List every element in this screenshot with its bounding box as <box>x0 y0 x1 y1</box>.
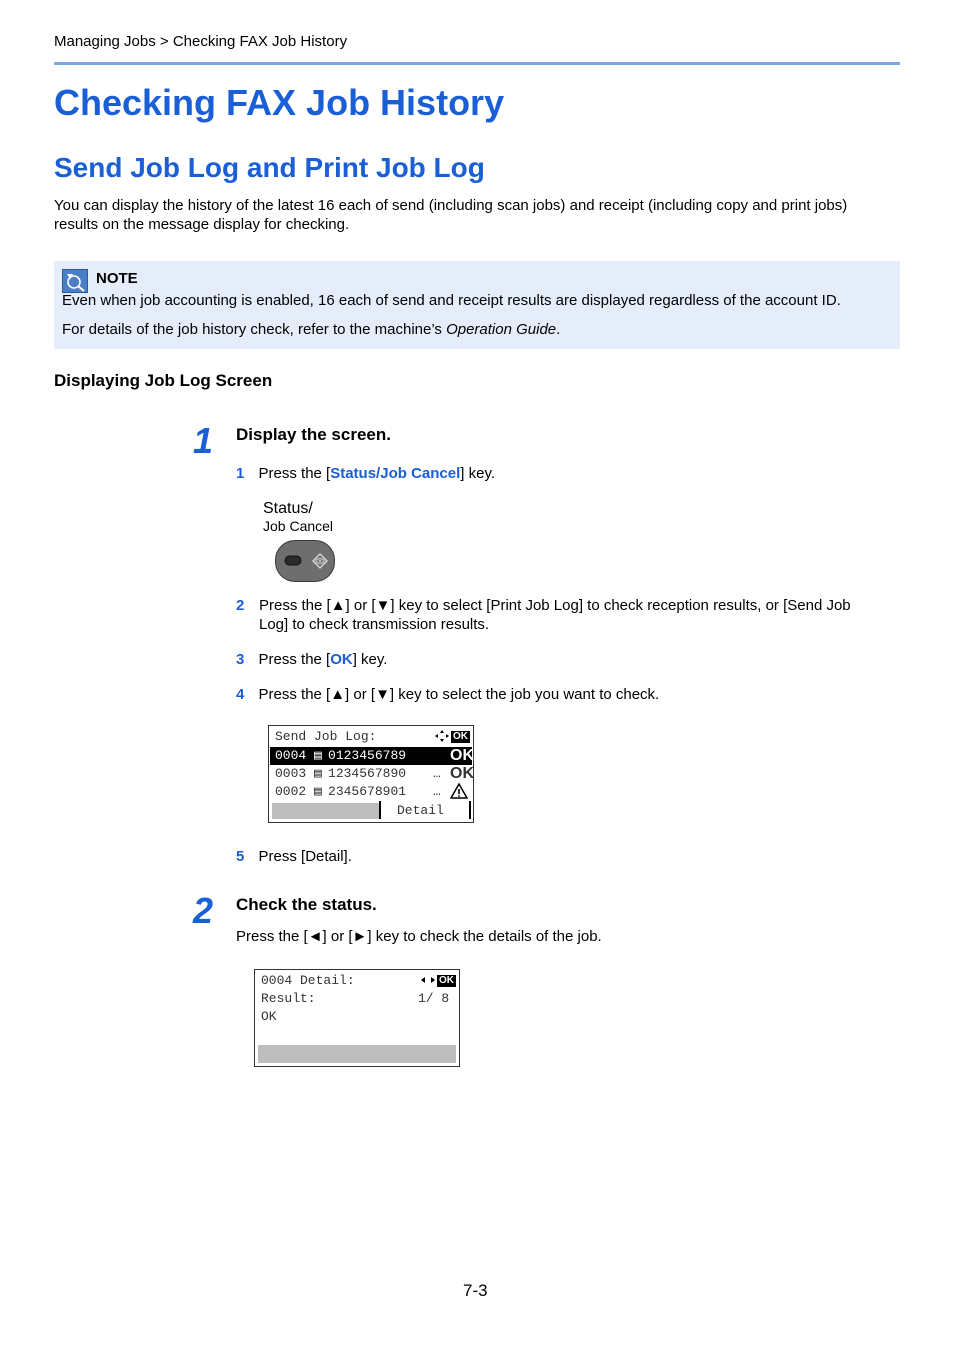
result-label: Result: <box>261 991 316 1006</box>
ok-key-ref: OK <box>330 651 353 668</box>
substep-text <box>259 596 900 634</box>
key-label: Job Cancel <box>263 518 334 534</box>
page-title: Checking FAX Job History <box>54 82 505 123</box>
substep-number: 1 <box>236 465 245 482</box>
ellipsis: … <box>433 784 441 799</box>
status-job-cancel-key-ref: Status/Job Cancel <box>330 465 461 482</box>
note-text: For details of the job history check, refer to the machine’s <box>62 321 447 338</box>
result-value: OK <box>261 1009 277 1024</box>
note-title: NOTE <box>96 270 138 287</box>
intro-line: You can display the history of the latest 16 each of send (including scan jobs) and receipt (including copy and print jobs) <box>54 197 848 214</box>
fax-number: 0123456789 <box>328 748 407 763</box>
subsection-title: Displaying Job Log Screen <box>54 371 273 390</box>
step-title: Check the status. <box>236 895 377 914</box>
step-text: Press the [◄] or [►] key to check the details of the job. <box>236 928 602 945</box>
note-line: Even when job accounting is enabled, 16 each of send and receipt results are displayed regardless of the account ID. <box>62 292 841 309</box>
substep <box>236 847 352 866</box>
send-job-log-display <box>268 725 474 823</box>
log-number: 0003 <box>275 766 307 781</box>
substep-text: Press the [▲] or [▼] key to select the job you want to check. <box>258 686 660 703</box>
log-number: 0002 <box>275 784 307 799</box>
arrows-icon <box>434 729 450 747</box>
substep-number: 5 <box>236 848 245 865</box>
detail-softkey[interactable] <box>379 801 471 819</box>
display-header: 0004 Detail: <box>261 973 355 988</box>
step-title: Display the screen. <box>236 425 391 444</box>
status-job-cancel-key[interactable] <box>275 540 335 582</box>
substep <box>236 596 900 634</box>
display-header: Send Job Log: <box>275 729 377 744</box>
note-line <box>62 321 560 338</box>
substep-line: Log] to check transmission results. <box>259 616 490 633</box>
step-number: 1 <box>193 420 214 461</box>
status-ok: OK <box>450 747 474 764</box>
substep-text: Press the [OK] key. <box>258 651 388 668</box>
log-row[interactable] <box>275 784 406 799</box>
job-detail-display <box>254 969 460 1067</box>
note-text: . <box>556 321 561 338</box>
substep-text: Press [Detail]. <box>258 848 352 865</box>
detail-softkey-label: Detail <box>397 803 444 818</box>
header-rule <box>54 62 900 65</box>
substep-number: 4 <box>236 686 245 703</box>
left-right-arrows-icon <box>420 974 436 990</box>
operation-guide-ref: Operation Guide <box>446 321 557 338</box>
substep <box>236 685 659 704</box>
warning-icon <box>450 783 468 803</box>
section-title: Send Job Log and Print Job Log <box>54 152 485 183</box>
log-number: 0004 <box>275 748 307 763</box>
fax-icon: ▤ <box>314 766 322 781</box>
substep-line: Press the [▲] or [▼] key to select [Print Job Log] to check reception results, or [Send Job <box>259 597 851 614</box>
ellipsis: … <box>433 766 441 781</box>
step-number: 2 <box>193 890 214 931</box>
page-indicator: 1/ 8 <box>418 991 450 1006</box>
breadcrumb: Managing Jobs > Checking FAX Job History <box>54 33 348 50</box>
log-row[interactable] <box>275 748 406 763</box>
fax-number: 2345678901 <box>328 784 407 799</box>
substep <box>236 464 495 483</box>
key-label: Status/ <box>263 500 313 517</box>
note-box <box>54 261 900 349</box>
intro-paragraph <box>54 196 904 234</box>
substep-number: 2 <box>236 597 245 614</box>
fax-icon: ▤ <box>314 784 322 799</box>
fax-number: 1234567890 <box>328 766 407 781</box>
substep-text: Press the [Status/Job Cancel] key. <box>258 465 495 482</box>
intro-line: results on the message display for checking. <box>54 216 350 233</box>
status-ok: OK <box>450 765 474 782</box>
log-row[interactable] <box>275 766 406 781</box>
note-icon <box>62 269 88 293</box>
substep-number: 3 <box>236 651 245 668</box>
ok-icon: OK <box>439 975 454 986</box>
fax-icon: ▤ <box>314 748 322 763</box>
ok-icon: OK <box>453 731 468 742</box>
page-number: 7-3 <box>463 1281 488 1300</box>
softkey-bar <box>258 1045 456 1063</box>
substep <box>236 650 387 669</box>
